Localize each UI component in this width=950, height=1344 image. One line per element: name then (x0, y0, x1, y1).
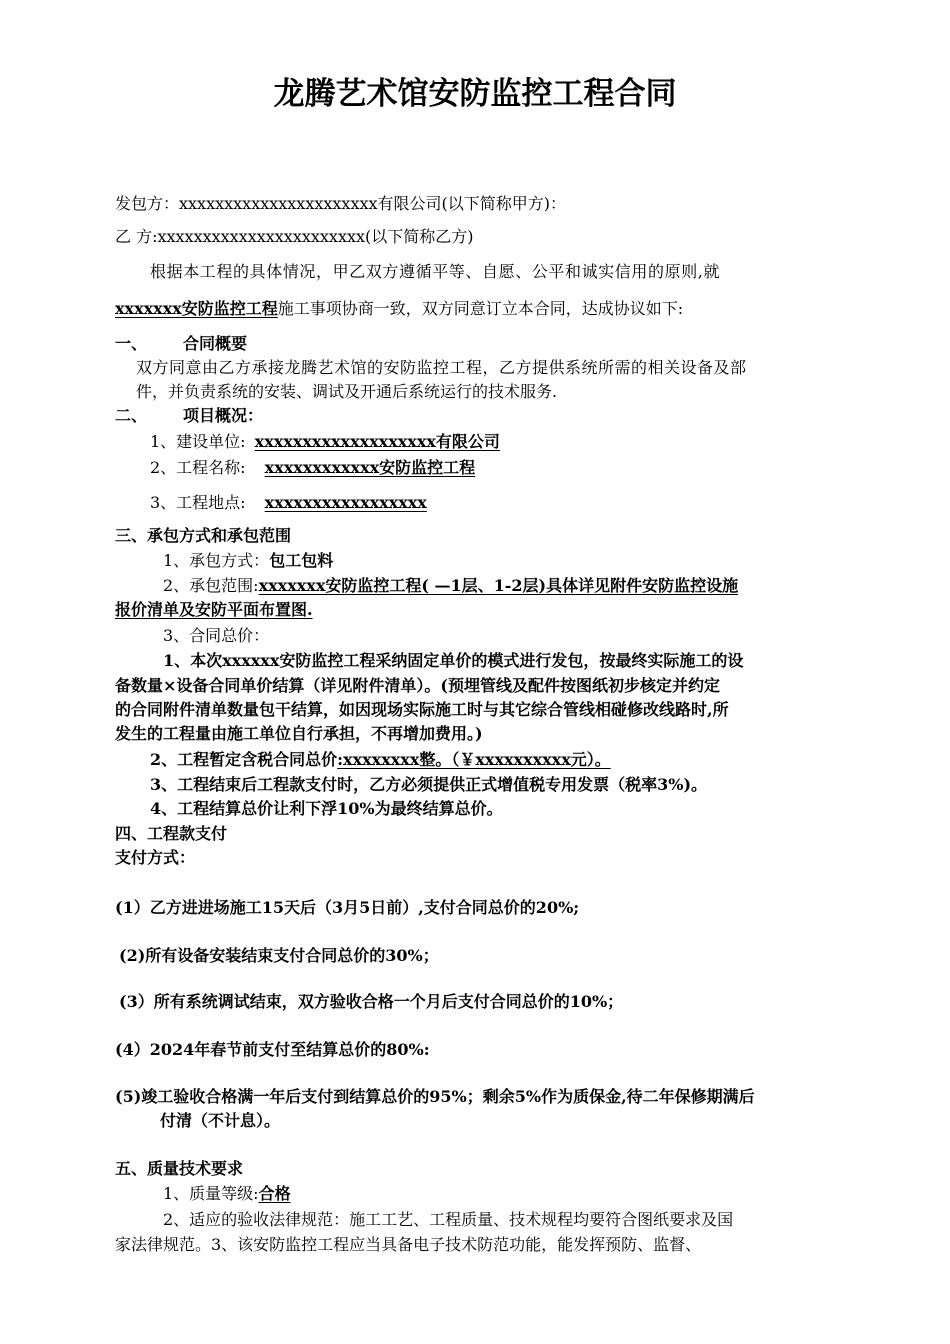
contract-mode-item (163, 550, 333, 572)
project-site-label: 3、工程地点: (150, 493, 246, 512)
section-5-heading: 五、质量技术要求 (115, 1159, 244, 1178)
total-price-label: 3、合同总价： (163, 626, 270, 645)
acceptance-norms-line-1: 2、适应的验收法律规范：施工工艺、工程质量、技术规程均要符合图纸要求及国 (163, 1210, 734, 1229)
project-site-value: xxxxxxxxxxxxxxxxx (264, 493, 427, 512)
payment-item-4: (4）2024年春节前支付至结算总价的80%: (115, 1040, 430, 1059)
total-price-para-2: 备数量×设备合同单价结算（详见附件清单）。(预埋管线及配件按图纸初步核定并约定 (115, 676, 720, 695)
section-2-number: 二、 (115, 406, 148, 425)
quality-grade-value: 合格 (258, 1184, 291, 1203)
project-name-underlined: xxxxxxx安防监控工程 (115, 299, 278, 318)
section-2-heading: 项目概况： (183, 406, 264, 425)
total-price-para-3: 的合同附件清单数量包干结算，如因现场实际施工时与其它综合管线相碰修改线路时,所 (115, 700, 729, 719)
contract-scope-item (163, 575, 738, 597)
invoice-requirement: 3、工程结束后工程款支付时，乙方必须提供正式增值税专用发票（税率3%)。 (150, 775, 708, 794)
party-a-line: 发包方：xxxxxxxxxxxxxxxxxxxxxx有限公司(以下简称甲方)： (115, 194, 567, 213)
payment-item-5-line-1: (5)竣工验收合格满一年后支付到结算总价的95%；剩余5%作为质保金,待二年保修期满后 (115, 1087, 755, 1106)
build-unit-label: 1、建设单位: (150, 432, 246, 451)
acceptance-norms-line-2: 家法律规范。3、该安防监控工程应当具备电子技术防范功能，能发挥预防、监督、 (115, 1235, 702, 1254)
document-title: 龙腾艺术馆安防监控工程合同 (273, 76, 677, 112)
total-price-para-4: 发生的工程量由施工单位自行承担，不再增加费用。) (115, 724, 483, 743)
section-1-line-1: 双方同意由乙方承接龙腾艺术馆的安防监控工程，乙方提供系统所需的相关设备及部 (136, 358, 747, 377)
party-b-line: 乙 方:xxxxxxxxxxxxxxxxxxxxxxx(以下简称乙方) (115, 227, 474, 246)
settlement-discount: 4、工程结算总价让利下浮10%为最终结算总价。 (150, 799, 503, 818)
build-unit-value: xxxxxxxxxxxxxxxxxxx有限公司 (254, 432, 500, 451)
section-1-heading: 合同概要 (183, 334, 248, 353)
tentative-price-label: 2、工程暂定含税合同总价 (150, 750, 338, 769)
quality-grade-label: 1、质量等级: (163, 1184, 259, 1203)
intro-line-2 (115, 298, 683, 320)
section-1-line-2: 件，并负责系统的安装、调试及开通后系统运行的技术服务. (136, 382, 558, 401)
project-name-value: xxxxxxxxxxxx安防监控工程 (264, 458, 476, 477)
project-name-item (150, 457, 475, 479)
section-4-heading: 四、工程款支付 (115, 824, 228, 843)
project-name-label: 2、工程名称: (150, 458, 246, 477)
project-site-item (150, 492, 427, 514)
build-unit-item (150, 431, 500, 453)
payment-item-2: (2)所有设备安装结束支付合同总价的30%； (119, 946, 439, 965)
contract-mode-label: 1、承包方式： (163, 551, 270, 570)
section-1-number: 一、 (115, 334, 148, 353)
payment-item-5-line-2: 付清（不计息）。 (160, 1111, 281, 1130)
payment-method-label: 支付方式： (115, 848, 196, 867)
contract-scope-value-1: xxxxxxx安防监控工程( —1层、1-2层)具体详见附件安防监控设施 (258, 576, 739, 595)
contract-mode-value: 包工包料 (269, 551, 334, 570)
intro-line-1: 根据本工程的具体情况，甲乙双方遵循平等、自愿、公平和诚实信用的原则,就 (150, 262, 721, 281)
total-price-para-1: 1、本次xxxxxx安防监控工程采纳固定单价的模式进行发包，按最终实际施工的设 (163, 651, 744, 670)
contract-scope-value-2: 报价清单及安防平面布置图. (115, 600, 313, 619)
intro-line-2-rest: 施工事项协商一致，双方同意订立本合同，达成协议如下: (277, 299, 684, 318)
tentative-price-line (150, 749, 621, 771)
quality-grade-item (163, 1183, 327, 1205)
payment-item-3: (3）所有系统调试结束，双方验收合格一个月后支付合同总价的10%； (119, 992, 624, 1011)
tentative-price-value: :xxxxxxxx整。（￥xxxxxxxxxx元）。 (337, 750, 611, 769)
payment-item-1: (1）乙方进进场施工15天后（3月5日前）,支付合同总价的20%; (115, 898, 580, 917)
section-3-heading: 三、承包方式和承包范围 (115, 526, 292, 545)
contract-scope-label: 2、承包范围: (163, 576, 259, 595)
